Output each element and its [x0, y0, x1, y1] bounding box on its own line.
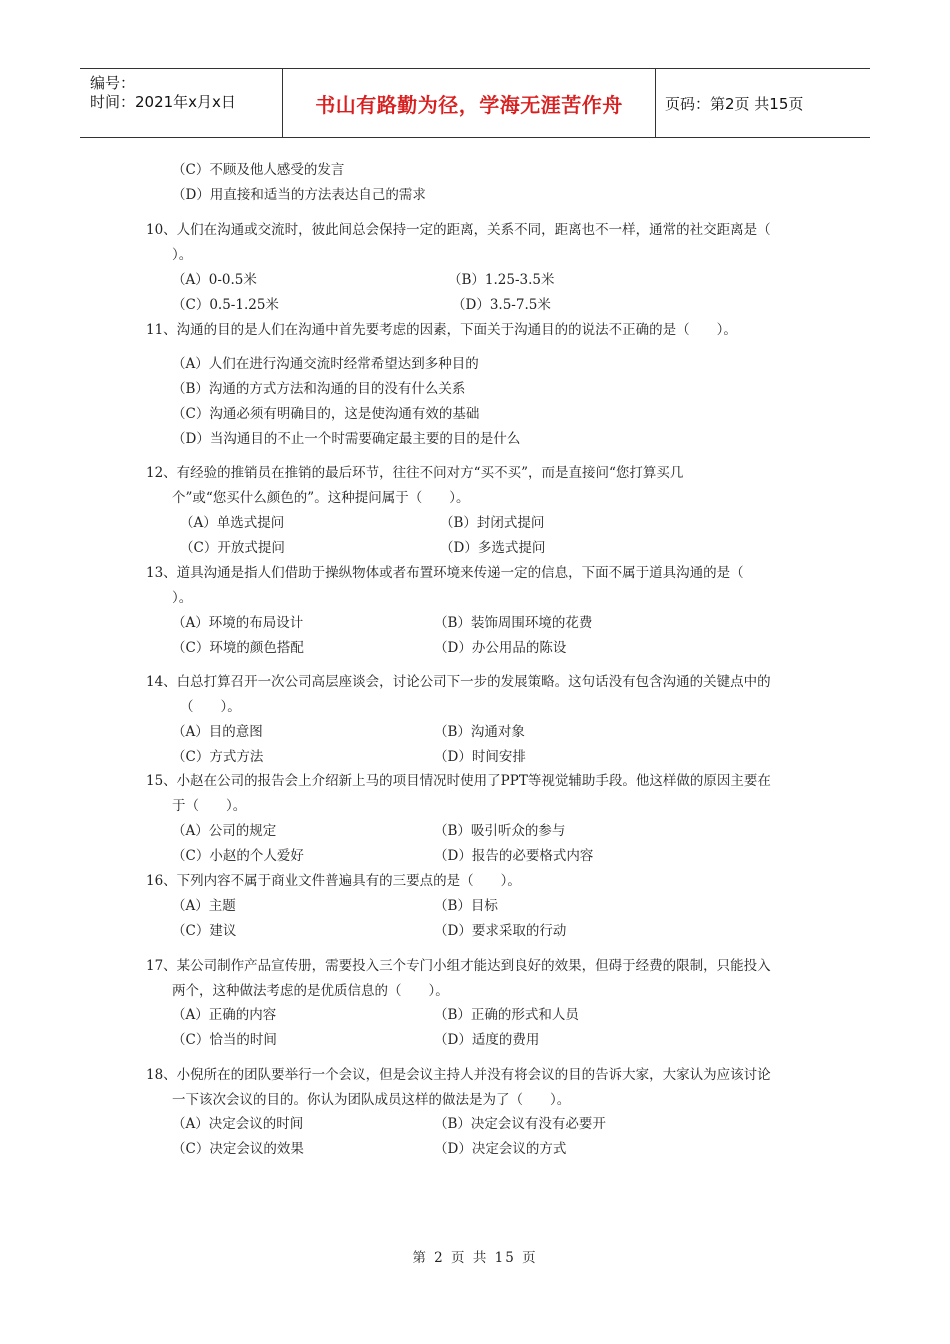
option-b: （B）沟通对象	[434, 724, 525, 740]
option-a: （A）目的意图	[172, 724, 263, 740]
page-footer: 第 2 页 共 15 页	[412, 1250, 538, 1266]
option-b: （B）正确的形式和人员	[434, 1007, 579, 1023]
option-a: （A）决定会议的时间	[172, 1116, 304, 1132]
option-d: （D）时间安排	[434, 749, 526, 765]
question-stem: 16、下列内容不属于商业文件普遍具有的三要点的是（ ）。	[146, 873, 521, 889]
option-c: （C）方式方法	[172, 749, 264, 765]
number-label: 编号：	[90, 74, 136, 92]
option-d: （D）报告的必要格式内容	[434, 848, 594, 864]
option-d: （D）适度的费用	[434, 1032, 540, 1048]
option-a: （A）主题	[172, 898, 236, 914]
option-b: （B）1.25-3.5米	[448, 272, 555, 288]
option-c: （C）小赵的个人爱好	[172, 848, 304, 864]
option-b: （B）吸引听众的参与	[434, 823, 566, 839]
question-stem: 14、白总打算召开一次公司高层座谈会，讨论公司下一步的发展策略。这句话没有包含沟通的关键点中的	[146, 674, 771, 690]
option-c: （C）0.5-1.25米	[172, 297, 279, 313]
option-a: （A）正确的内容	[172, 1007, 277, 1023]
question-stem: 10、人们在沟通或交流时，彼此间总会保持一定的距离，关系不同，距离也不一样，通常的社交距离是（	[146, 222, 771, 238]
question-stem: 13、道具沟通是指人们借助于操纵物体或者布置环境来传递一定的信息，下面不属于道具沟通的是（	[146, 565, 744, 581]
option-c: （C）决定会议的效果	[172, 1141, 304, 1157]
option-d: （D）办公用品的陈设	[434, 640, 567, 656]
question-stem: （ ）。	[180, 699, 241, 715]
header-motto: 书山有路勤为径，学海无涯苦作舟	[283, 69, 656, 137]
question-stem: ）。	[172, 590, 193, 606]
date-line: 时间：2021年x月x日	[90, 93, 236, 111]
option-text: （C）不顾及他人感受的发言	[172, 162, 345, 178]
question-stem: 12、有经验的推销员在推销的最后环节，往往不问对方“买不买”，而是直接问“您打算买几	[146, 465, 684, 481]
question-stem: 一下该次会议的目的。你认为团队成员这样的做法是为了（ ）。	[172, 1092, 571, 1108]
option-a: （A）单选式提问	[180, 515, 285, 531]
option-d: （D）3.5-7.5米	[452, 297, 551, 313]
option-c: （C）环境的颜色搭配	[172, 640, 304, 656]
option-a: （A）人们在进行沟通交流时经常希望达到多种目的	[172, 356, 479, 372]
question-stem: 15、小赵在公司的报告会上介绍新上马的项目情况时使用了PPT等视觉辅助手段。他这样做的原因主要在	[146, 773, 771, 789]
option-a: （A）公司的规定	[172, 823, 277, 839]
option-a: （A）环境的布局设计	[172, 615, 304, 631]
option-text: （D）用直接和适当的方法表达自己的需求	[172, 187, 426, 203]
option-d: （D）要求采取的行动	[434, 923, 567, 939]
question-stem: 个”或“您买什么颜色的”。这种提问属于（ ）。	[172, 490, 470, 506]
option-a: （A）0-0.5米	[172, 272, 257, 288]
option-b: （B）装饰周围环境的花费	[434, 615, 593, 631]
option-c: （C）建议	[172, 923, 237, 939]
header-page-info: 页码：第2页 共15页	[665, 94, 804, 113]
option-b: （B）决定会议有没有必要开	[434, 1116, 606, 1132]
question-stem: 两个，这种做法考虑的是优质信息的（ ）。	[172, 983, 449, 999]
question-stem: 11、沟通的目的是人们在沟通中首先要考虑的因素，下面关于沟通目的的说法不正确的是（ ）。	[146, 322, 737, 338]
option-b: （B）封闭式提问	[440, 515, 545, 531]
question-stem: 于（ ）。	[172, 798, 247, 814]
question-stem: 17、某公司制作产品宣传册，需要投入三个专门小组才能达到良好的效果，但碍于经费的限制，只能投入	[146, 958, 771, 974]
option-b: （B）沟通的方式方法和沟通的目的没有什么关系	[172, 381, 466, 397]
question-stem: 18、小倪所在的团队要举行一个会议，但是会议主持人并没有将会议的目的告诉大家，大家认为应该讨论	[146, 1067, 771, 1083]
option-d: （D）当沟通目的不止一个时需要确定最主要的目的是什么	[172, 431, 521, 447]
option-c: （C）沟通必须有明确目的，这是使沟通有效的基础	[172, 406, 480, 422]
option-d: （D）决定会议的方式	[434, 1141, 567, 1157]
question-stem: ）。	[172, 247, 193, 263]
option-d: （D）多选式提问	[440, 540, 546, 556]
option-c: （C）恰当的时间	[172, 1032, 277, 1048]
option-c: （C）开放式提问	[180, 540, 285, 556]
option-b: （B）目标	[434, 898, 498, 914]
